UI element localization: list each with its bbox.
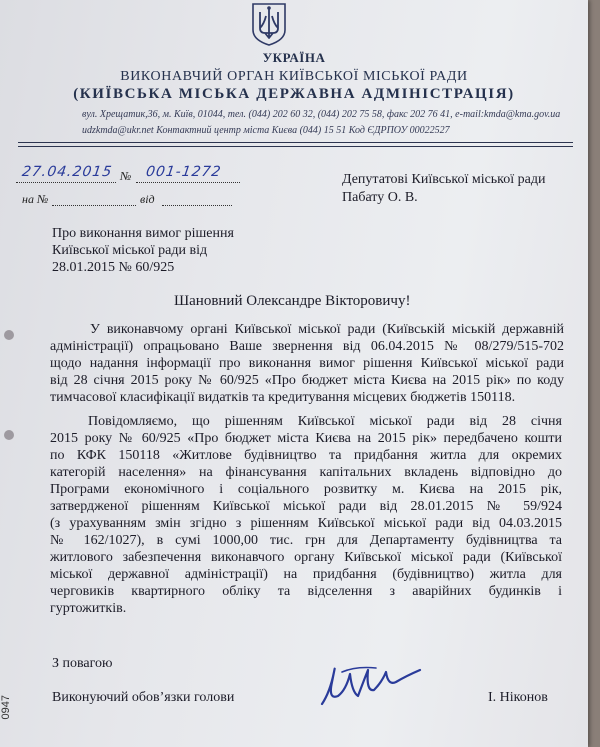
subject-line-3: 28.01.2015 № 60/925 <box>52 260 175 275</box>
addressee-line-1: Депутатові Київської міської ради <box>342 172 546 187</box>
reference-date-line <box>162 205 232 206</box>
paragraph-2-line: категорій населення» на фінансування капітальних вкладень відповідно до <box>50 465 562 480</box>
organization-name: ВИКОНАВЧИЙ ОРГАН КИЇВСЬКОЇ МІСЬКОЇ РАДИ <box>120 69 468 84</box>
paragraph-1-line: тимчасової класифікації видатків та кредитування місцевих бюджетів 150118. <box>50 390 516 405</box>
paragraph-2-line: затвердженої рішенням Київської міської ради від 28.01.2015 № 59/924 <box>50 499 562 514</box>
paragraph-2-line: № 162/1027), в сумі 1000,00 тис. грн для Департаменту будівництва та <box>50 533 562 548</box>
binder-hole <box>4 430 14 440</box>
number-line <box>136 182 240 183</box>
paragraph-2-line: міської державної адміністрації) на придбання (будівництво) житла для <box>50 567 562 582</box>
signer-name: І. Ніконов <box>488 690 548 705</box>
closing: З повагою <box>52 656 113 671</box>
paragraph-1-line: від 28 січня 2015 року № 60/925 «Про бюджет міста Києва на 2015 рік» по коду <box>50 373 564 388</box>
handwritten-signature <box>316 652 426 712</box>
binder-hole <box>4 330 14 340</box>
organization-subtitle: (КИЇВСЬКА МІСЬКА ДЕРЖАВНА АДМІНІСТРАЦІЯ) <box>73 86 515 102</box>
trident-coat-of-arms-icon <box>250 2 288 46</box>
date-line <box>16 182 116 183</box>
paragraph-1-line: У виконавчому органі Київської міської ради (Київській міській державній <box>90 322 564 337</box>
signer-title: Виконуючий обов’язки голови <box>52 690 235 705</box>
registration-number: 001-1272 <box>144 164 223 180</box>
subject-line-2: Київської міської ради від <box>52 243 208 258</box>
reference-date-label: від <box>140 192 155 206</box>
number-sign: № <box>120 169 132 183</box>
paragraph-2-line: черговиків квартирного обліку та відселення з аварійних будинків і <box>50 584 562 599</box>
paragraph-2-line: (з урахуванням змін згідно з рішенням Київської міської ради від 04.03.2015 <box>50 516 562 531</box>
paragraph-2-line: Програми економічного і соціального розвитку м. Києва на 2015 рік, <box>50 482 562 497</box>
country-name: УКРАЇНА <box>262 50 326 65</box>
header-rule-thin <box>18 146 573 147</box>
subject-line-1: Про виконання вимог рішення <box>52 226 234 241</box>
paragraph-2-line: 2015 року № 60/925 «Про бюджет міста Києва на 2015 рік» передбачено кошти <box>50 431 562 446</box>
registration-date: 27.04.2015 <box>20 164 114 180</box>
paragraph-1-line: адміністрації) опрацьовано Ваше звернення від 06.04.2015 № 08/279/515-702 <box>50 339 564 354</box>
contact-line-2: udzkmda@ukr.net Контактний центр міста Києва (044) 15 51 Код ЄДРПОУ 00022527 <box>82 125 450 136</box>
paragraph-2-line: житлового забезпечення виконавчого органу Київської міської ради (Київської <box>50 550 562 565</box>
paragraph-1-line: щодо надання інформації про виконання вимог рішення Київської міської ради <box>50 356 564 371</box>
reference-number-label: на № <box>22 192 49 206</box>
reference-number-line <box>52 205 136 206</box>
header-rule <box>18 142 573 143</box>
edge-stamp-number: 0947 <box>0 695 12 720</box>
paragraph-2-line: гуртожитків. <box>50 601 127 616</box>
addressee-line-2: Пабату О. В. <box>342 190 418 205</box>
paragraph-2-line: по КФК 150118 «Житлове будівництво та придбання житла для окремих <box>50 448 562 463</box>
salutation: Шановний Олександре Вікторовичу! <box>174 293 411 309</box>
contact-line-1: вул. Хрещатик,36, м. Київ, 01044, тел. (044) 202 60 32, (044) 202 75 58, факс 202 76 41, e-mail:kmda@kma.gov.ua <box>82 109 561 120</box>
paragraph-2-line: Повідомляємо, що рішенням Київської міської ради від 28 січня <box>88 414 562 429</box>
